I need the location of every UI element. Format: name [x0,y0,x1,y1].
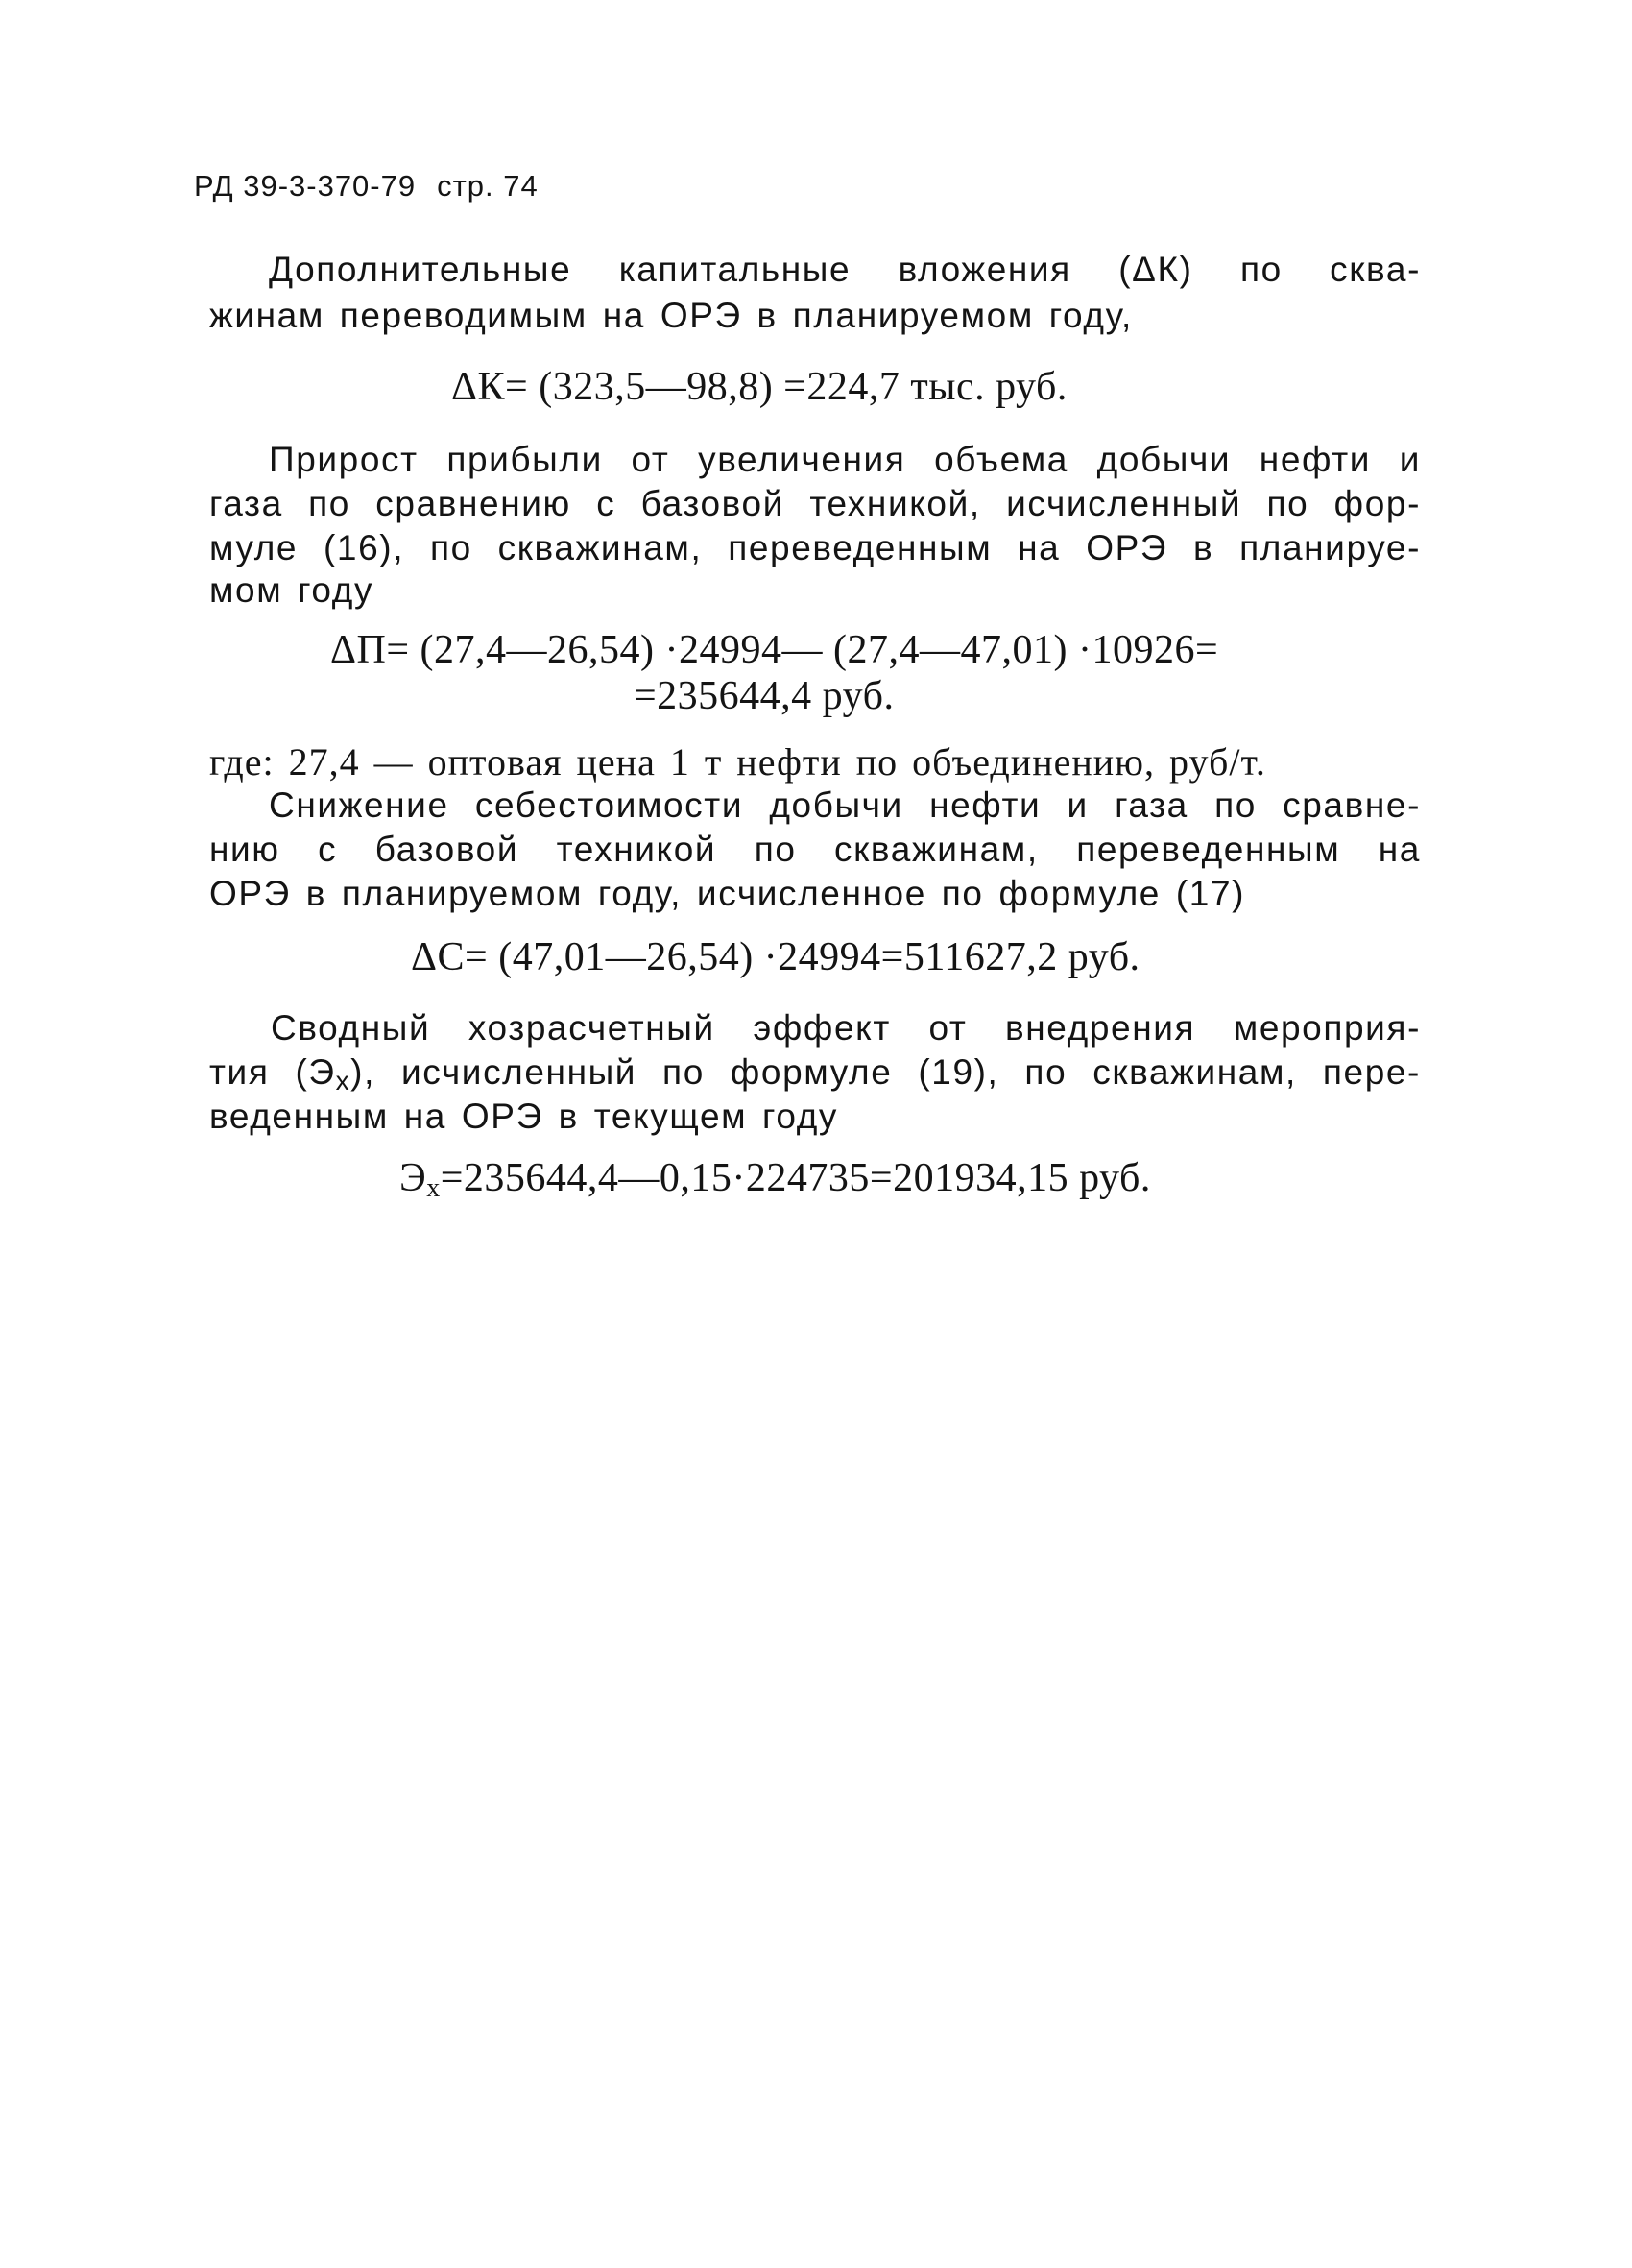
formula-delta-p-line-2: =235644,4 руб. [634,674,895,718]
paragraph-2-line-2: газа по сравнению с базовой техникой, исчисленный по фор- [209,484,1421,523]
paragraph-3-line-3: ОРЭ в планируемом году, исчисленное по формуле (17) [209,874,1246,913]
paragraph-1-line-1: Дополнительные капитальные вложения (ΔК) по сква- [269,250,1421,289]
paragraph-4-line-2 [209,1054,1421,1095]
formula-effect [399,1158,1151,1202]
paragraph-1-line-2: жинам переводимым на ОРЭ в планируемом году, [209,296,1133,335]
formula-delta-p-line-1: ΔП= (27,4—26,54) ·24994— (27,4—47,01) ·10926= [330,628,1219,672]
paragraph-3-line-1: Снижение себестоимости добычи нефти и газа по сравне- [269,785,1421,825]
paragraph-2-line-3: муле (16), по скважинам, переведенным на ОРЭ в планируе- [209,528,1421,567]
paragraph-2-line-1: Прирост прибыли от увеличения объема добычи нефти и [269,440,1421,479]
page-header [194,169,539,204]
document-code: РД 39-3-370-79 [194,169,417,203]
paragraph-4-subscript: х [335,1066,351,1096]
paragraph-4-line-2-start: тия (Э [209,1052,336,1092]
formula-delta-k: ΔК= (323,5—98,8) =224,7 тыс. руб. [451,365,1068,409]
formula-delta-c: ΔС= (47,01—26,54) ·24994=511627,2 руб. [411,935,1140,979]
paragraph-4-line-2-end: ), исчисленный по формуле (19), по скважинам, пере- [350,1052,1421,1092]
page-number: стр. 74 [437,169,539,203]
paragraph-3-line-2: нию с базовой техникой по скважинам, переведенным на [209,830,1421,869]
formula-effect-body: =235644,4—0,15·224735=201934,15 руб. [440,1156,1151,1200]
price-note: где: 27,4 — оптовая цена 1 т нефти по объединению, руб/т. [209,740,1266,784]
formula-effect-subscript: х [426,1173,441,1203]
paragraph-4-line-1: Сводный хозрасчетный эффект от внедрения мероприя- [271,1008,1421,1048]
paragraph-4-line-3: веденным на ОРЭ в текущем году [209,1097,838,1136]
formula-effect-symbol: Э [399,1156,427,1200]
paragraph-2-line-4: мом году [209,570,374,610]
